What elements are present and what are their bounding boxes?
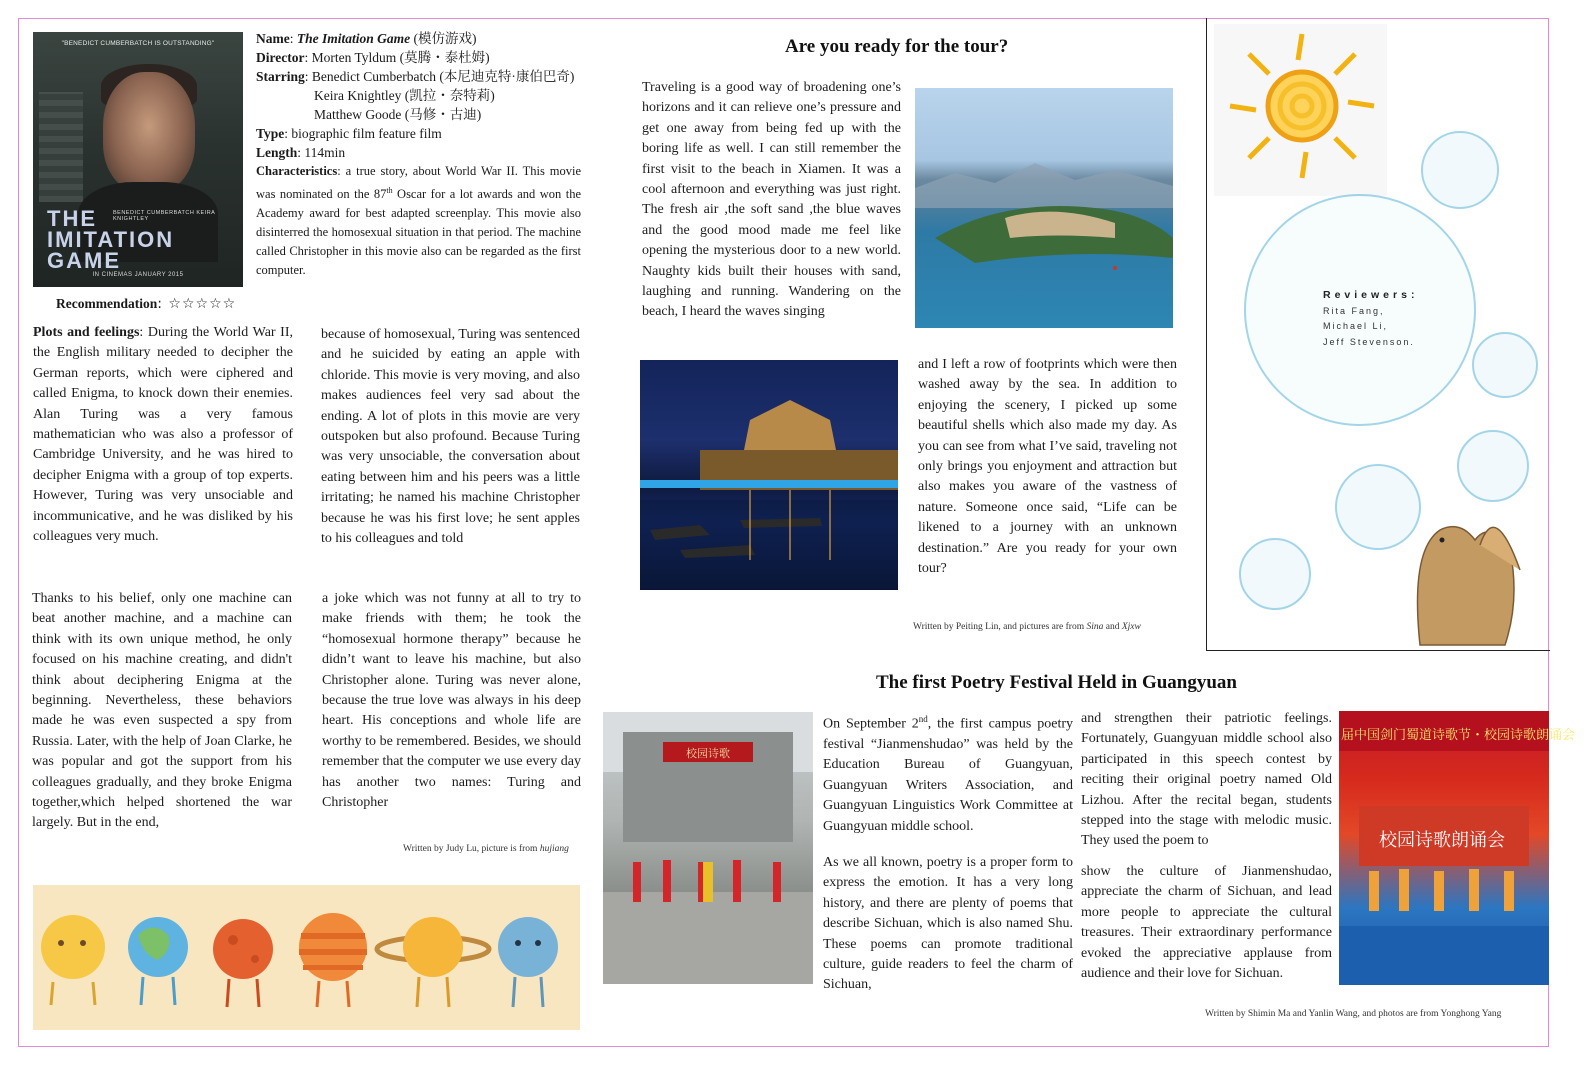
movie-credit: [403, 843, 569, 855]
credit-source: Xjxw: [1121, 622, 1141, 632]
planet-mars: [213, 919, 273, 1007]
recommendation-label: Recommendation: [56, 296, 158, 311]
poster-title-line: IMITATION: [47, 227, 175, 252]
poster-release: IN CINEMAS JANUARY 2015: [92, 272, 184, 278]
star-rating-icon: : ☆☆☆☆☆: [157, 296, 237, 312]
plots-column-1b: Thanks to his belief, only one machine can beat another machine, and a machine can think with its own unique method, he only focused on his machine creating, and didn't think about deciphering Enigma at the beginning. Nevertheless, these behaviors made he was even suspected a spy from Russia. Later, with the help of Joan Clarke, he was popular and got the support from his colleagues gradually, and they broke Enigma together,which helped shortened the war largely. But in the end,: [32, 591, 292, 831]
poetry-paragraph-1: [823, 709, 1073, 837]
movie-length-line: [256, 143, 581, 162]
poster-quote: "BENEDICT CUMBERBATCH IS OUTSTANDING": [61, 40, 215, 47]
reviewer-name: Rita Fang,: [1323, 305, 1385, 316]
characteristics-text: : a true story, about World War II. This movie was nominated on the 87: [256, 164, 581, 202]
panel-divider: [1206, 18, 1207, 650]
movie-poster-image: [33, 32, 243, 287]
type-label: Type: [256, 126, 285, 141]
tour-credit: [913, 621, 1141, 633]
director-value: : Morten Tyldum (莫腾・泰杜姆): [304, 50, 490, 65]
movie-name-line: Name: The Imitation Game (模仿游戏): [256, 31, 477, 46]
movie-title-cn: (模仿游戏): [410, 31, 477, 46]
poetry-text: , the first campus poetry festival “Jianmenshudao” was held by the Education Bureau of Guangyuan, Guangyuan Writers Association, and Guangyuan Linguistics Work Committee at Guangyuan middle school.: [823, 716, 1074, 834]
tour-paragraph-1: Traveling is a good way of broadening one’s horizons and it can relieve one’s pressure and get one away from being fed up with the boring life as well. I can still remember the first visit to the beach in Xiamen. It was a cool afternoon and everything was just right. The fresh air ,the soft sand ,the blue waves and the good mood made me feel like opening the mysterious door to a new world. Naughty kids built their houses with sand, laughing and running. Wandering on the beach, I heard the waves singing: [642, 80, 901, 320]
recommendation: [56, 296, 236, 312]
school-photo-svg: [603, 712, 813, 984]
poster-title-line: GAME: [47, 248, 121, 273]
credit-source: hujiang: [539, 844, 569, 854]
movie-title: The Imitation Game: [296, 31, 411, 46]
tour-paragraph-2: and I left a row of footprints which were then washed away by the sea. In addition to enjoying the scenery, I picked up some beautiful shells which also made my day. As you can see from what I’ve said, traveling not only brings you enjoyment and attraction but also makes you aware of the vastness of nature. Someone once said, “Life can be likened to a journey with an unknown destination.” Are you ready for your own tour?: [918, 357, 1177, 577]
poetry-paragraph-3: and strengthen their patriotic feelings. Fortunately, Guangyuan middle school also participated in this speech contest by reciting their original poetry named Old Lizhou. After the recital began, students stepped into the stage with melodic music. They used the poem to: [1081, 711, 1332, 849]
plots-column-2b: a joke which was not funny at all to try to make friends with them; he took the “homosexual hormone therapy” because he didn’t want to leave his machine, but also Christopher alone. Turing was never alone, because the true love was always in his deep heart. His conceptions and whole life are worthy to be remembered. Besides, we should remember that the computer we use every day has another two names: Turing and Christopher: [322, 591, 581, 811]
planet-neptune: [498, 917, 558, 1007]
plots-label: Plots and feelings: [33, 325, 140, 340]
school-group-photo: [603, 712, 813, 984]
credit-text: Written by Judy Lu, picture is from: [403, 844, 540, 854]
bubbles-svg: [1220, 100, 1550, 645]
ordinal-suffix: nd: [918, 714, 928, 724]
credit-text: and: [1103, 622, 1122, 632]
starring-extra: Keira Knightley (凯拉・奈特莉): [314, 88, 495, 103]
poster-face: [103, 72, 195, 192]
planet-saturn: [377, 917, 489, 1007]
credit-text: Written by Peiting Lin, and pictures are from: [913, 622, 1087, 632]
poetry-paragraph-2: As we all known, poetry is a proper form to express the emotion. It has a very long history, and there are plenty of poems that describe Sichuan, which is also named Shu. These poems can promote traditional culture, guide readers to feel the charm of Sichuan,: [823, 855, 1073, 993]
length-label: Length: [256, 145, 298, 160]
poetry-text: On September 2: [823, 716, 919, 732]
poster-title-line: THE: [47, 206, 97, 231]
length-value: : 114min: [297, 145, 346, 160]
starring-extra: Matthew Goode (马修・古迪): [314, 107, 482, 122]
panel-divider: [1206, 650, 1550, 651]
plots-column-2a: because of homosexual, Turing was sentenced and he suicided by eating an apple with chloride. This movie is very moving, and also makes audiences feel very sad about the ending. A lot of plots in this movie are very outspoken but also profound. Because Turing was very unsociable, the conversation about eating between him and his peers was a little irritating; he named his machine Christopher because he was his first love; he sent apples to his colleagues and told: [321, 327, 580, 547]
movie-director-line: [256, 48, 581, 67]
poster-cast: BENEDICT CUMBERBATCH KEIRA KNIGHTLEY: [113, 210, 216, 222]
reviewer-name: Jeff Stevenson.: [1323, 336, 1415, 347]
movie-characteristics: [256, 162, 581, 280]
characteristics-label: Characteristics: [256, 164, 338, 178]
planet-jupiter: [299, 913, 367, 1007]
poster-machine-background: [39, 92, 83, 202]
beach-photo-svg: [915, 88, 1173, 328]
credit-source: Sina: [1086, 622, 1104, 632]
stage-sign-text: 校园诗歌朗诵会: [1379, 830, 1505, 851]
reviewers-label: Reviewers:: [1323, 289, 1419, 301]
characteristics-text: Oscar for a lot awards and won the Academy award for best adapted screenplay. This movie also disinterred the homosexual situation in that period. The machine called Christopher in this movie also can be regarded as the first computer.: [256, 187, 582, 278]
planet-sun: [41, 915, 105, 1005]
night-photo-svg: [640, 360, 898, 590]
poetry-paragraph-4: show the culture of Jianmenshudao, appreciate the charm of Sichuan, and lead more people to appreciate the cultural treasures. Their extraordinary performance evoked the appreciative applause from audience and their love for Sichuan.: [1081, 864, 1332, 982]
type-value: : biographic film feature film: [284, 126, 442, 141]
tour-title: Are you ready for the tour?: [785, 36, 1009, 57]
planets-svg: [33, 885, 580, 1030]
movie-starring-line: [256, 67, 581, 86]
stage-banner-text: 届中国剑门蜀道诗歌节・校园诗歌朗诵会: [1341, 728, 1576, 743]
name-label: Name: [256, 31, 290, 46]
starring-label: Starring: [256, 69, 305, 84]
stage-performance-photo: [1339, 711, 1576, 985]
reviewer-name: Michael Li,: [1323, 321, 1389, 331]
planet-earth: [128, 917, 188, 1005]
director-label: Director: [256, 50, 305, 65]
movie-type-line: [256, 124, 581, 143]
movie-info: [256, 29, 581, 280]
plots-paragraph: : During the World War II, the English military needed to decipher the German reports, which were ciphered and called Enigma, to knock down their enemies. Alan Turing was a very famous mathematician who was also a professor of Cambridge University, and he was hired to decipher Enigma with a group of top experts. However, Turing was very unsociable and incommunicative, and he was disliked by his colleagues very much.: [33, 325, 293, 545]
poetry-title: The first Poetry Festival Held in Guangyuan: [876, 672, 1237, 693]
reviewers-block: [1323, 288, 1418, 350]
starring-value: : Benedict Cumberbatch (本尼迪克特·康伯巴奇): [304, 69, 575, 84]
stage-photo-svg: [1339, 711, 1576, 985]
night-river-photo: [640, 360, 898, 590]
bubbles-illustration: [1220, 100, 1550, 645]
rabbit-drawing: [1418, 527, 1521, 645]
poetry-credit: Written by Shimin Ma and Yanlin Wang, and photos are from Yonghong Yang: [1205, 1009, 1502, 1019]
school-sign-text: 校园诗歌: [686, 747, 730, 760]
ordinal-suffix: th: [386, 186, 393, 195]
planets-illustration: [33, 885, 580, 1030]
xiamen-beach-photo: [915, 88, 1173, 328]
plots-column-1a: [33, 323, 293, 547]
